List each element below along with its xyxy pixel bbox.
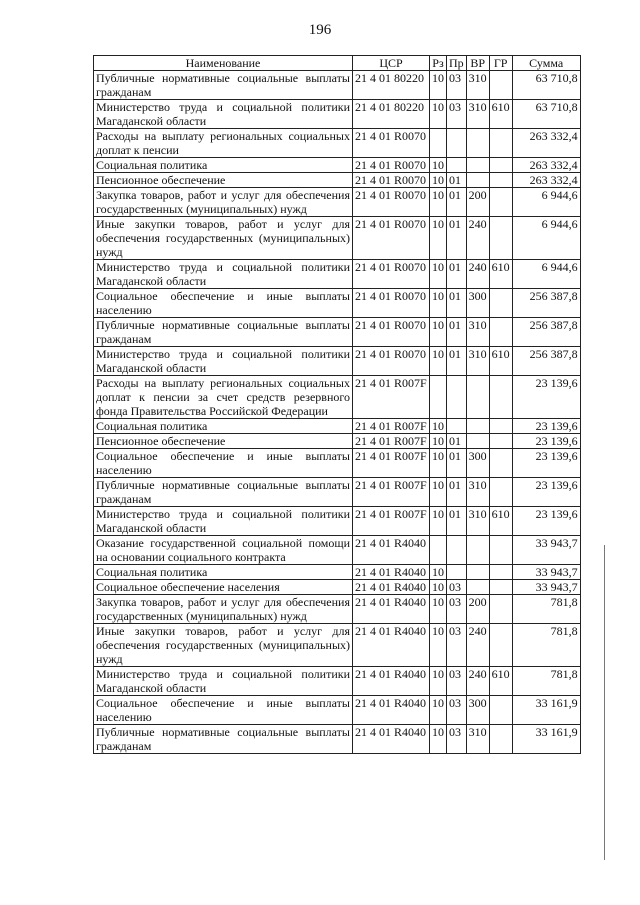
cell-vr: 200 (466, 188, 489, 217)
cell-name: Социальная политика (94, 419, 353, 434)
cell-name: Публичные нормативные социальные выплаты гражданам (94, 478, 353, 507)
table-row (94, 188, 581, 217)
cell-sum: 263 332,4 (512, 158, 580, 173)
cell-name: Расходы на выплату региональных социальных доплат к пенсии за счет средств резервного фонда Правительства Российской Федерации (94, 376, 353, 419)
table-row (94, 478, 581, 507)
cell-csr: 21 4 01 R007F (353, 376, 430, 419)
cell-name: Министерство труда и социальной политики Магаданской области (94, 667, 353, 696)
cell-sum: 23 139,6 (512, 376, 580, 419)
cell-gr (489, 696, 512, 725)
cell-vr: 310 (466, 725, 489, 754)
cell-vr: 300 (466, 696, 489, 725)
cell-csr: 21 4 01 R007F (353, 507, 430, 536)
cell-gr: 610 (489, 260, 512, 289)
cell-rz: 10 (430, 188, 447, 217)
cell-sum: 6 944,6 (512, 188, 580, 217)
cell-pr: 01 (447, 217, 467, 260)
cell-pr: 01 (447, 347, 467, 376)
cell-csr: 21 4 01 R0070 (353, 173, 430, 188)
table-row (94, 318, 581, 347)
cell-vr: 240 (466, 217, 489, 260)
cell-pr: 01 (447, 318, 467, 347)
cell-sum: 781,8 (512, 667, 580, 696)
cell-name: Публичные нормативные социальные выплаты гражданам (94, 725, 353, 754)
cell-csr: 21 4 01 R0070 (353, 217, 430, 260)
cell-gr (489, 217, 512, 260)
cell-csr: 21 4 01 R4040 (353, 595, 430, 624)
cell-gr: 610 (489, 347, 512, 376)
cell-pr: 01 (447, 173, 467, 188)
scan-edge-line (604, 545, 605, 860)
table-row (94, 536, 581, 565)
cell-vr: 310 (466, 478, 489, 507)
cell-gr (489, 536, 512, 565)
cell-csr: 21 4 01 R007F (353, 449, 430, 478)
cell-rz: 10 (430, 419, 447, 434)
cell-vr (466, 129, 489, 158)
cell-rz (430, 129, 447, 158)
cell-sum: 63 710,8 (512, 100, 580, 129)
cell-csr: 21 4 01 R4040 (353, 565, 430, 580)
cell-name: Социальное обеспечение и иные выплаты населению (94, 289, 353, 318)
table-row (94, 565, 581, 580)
cell-vr (466, 565, 489, 580)
cell-gr (489, 289, 512, 318)
cell-gr (489, 449, 512, 478)
cell-rz: 10 (430, 565, 447, 580)
cell-rz: 10 (430, 100, 447, 129)
cell-name: Закупка товаров, работ и услуг для обеспечения государственных (муниципальных) нужд (94, 595, 353, 624)
cell-gr (489, 318, 512, 347)
cell-pr: 01 (447, 289, 467, 318)
cell-gr (489, 376, 512, 419)
cell-sum: 781,8 (512, 624, 580, 667)
cell-rz: 10 (430, 725, 447, 754)
cell-rz: 10 (430, 595, 447, 624)
cell-csr: 21 4 01 R4040 (353, 624, 430, 667)
cell-gr: 610 (489, 100, 512, 129)
table-row (94, 158, 581, 173)
cell-sum: 256 387,8 (512, 318, 580, 347)
cell-vr (466, 419, 489, 434)
cell-csr: 21 4 01 R4040 (353, 536, 430, 565)
cell-gr (489, 173, 512, 188)
table-row (94, 725, 581, 754)
table-row (94, 260, 581, 289)
cell-pr (447, 158, 467, 173)
cell-pr: 01 (447, 434, 467, 449)
table-row (94, 217, 581, 260)
header-name: Наименование (94, 56, 353, 71)
budget-table (93, 55, 581, 754)
table-row (94, 129, 581, 158)
cell-name: Иные закупки товаров, работ и услуг для обеспечения государственных (муниципальных) нужд (94, 217, 353, 260)
cell-vr (466, 376, 489, 419)
cell-csr: 21 4 01 R4040 (353, 580, 430, 595)
cell-sum: 256 387,8 (512, 289, 580, 318)
cell-pr: 03 (447, 595, 467, 624)
cell-sum: 23 139,6 (512, 434, 580, 449)
cell-rz: 10 (430, 434, 447, 449)
cell-sum: 263 332,4 (512, 129, 580, 158)
cell-sum: 256 387,8 (512, 347, 580, 376)
table-row (94, 580, 581, 595)
cell-name: Публичные нормативные социальные выплаты гражданам (94, 318, 353, 347)
table-body (94, 71, 581, 754)
cell-pr: 03 (447, 100, 467, 129)
cell-pr: 03 (447, 624, 467, 667)
cell-gr (489, 188, 512, 217)
cell-csr: 21 4 01 R0070 (353, 347, 430, 376)
cell-name: Министерство труда и социальной политики Магаданской области (94, 347, 353, 376)
cell-pr: 01 (447, 260, 467, 289)
cell-sum: 33 943,7 (512, 580, 580, 595)
cell-rz: 10 (430, 667, 447, 696)
table-row (94, 173, 581, 188)
cell-rz: 10 (430, 478, 447, 507)
cell-vr: 310 (466, 347, 489, 376)
table-row (94, 71, 581, 100)
cell-rz: 10 (430, 318, 447, 347)
cell-csr: 21 4 01 R0070 (353, 158, 430, 173)
page-number: 196 (308, 22, 332, 38)
table-row (94, 289, 581, 318)
cell-rz: 10 (430, 173, 447, 188)
cell-sum: 33 943,7 (512, 565, 580, 580)
table-header-row (94, 56, 581, 71)
cell-gr (489, 478, 512, 507)
table-row (94, 624, 581, 667)
cell-vr (466, 158, 489, 173)
cell-name: Закупка товаров, работ и услуг для обеспечения государственных (муниципальных) нужд (94, 188, 353, 217)
cell-sum: 263 332,4 (512, 173, 580, 188)
cell-rz: 10 (430, 624, 447, 667)
cell-sum: 6 944,6 (512, 217, 580, 260)
cell-gr (489, 158, 512, 173)
cell-csr: 21 4 01 R4040 (353, 696, 430, 725)
cell-sum: 23 139,6 (512, 478, 580, 507)
cell-pr: 03 (447, 696, 467, 725)
cell-pr (447, 129, 467, 158)
cell-gr (489, 624, 512, 667)
cell-rz: 10 (430, 260, 447, 289)
table-row (94, 507, 581, 536)
cell-sum: 6 944,6 (512, 260, 580, 289)
cell-name: Иные закупки товаров, работ и услуг для обеспечения государственных (муниципальных) нужд (94, 624, 353, 667)
cell-sum: 63 710,8 (512, 71, 580, 100)
table-row (94, 449, 581, 478)
cell-vr: 310 (466, 318, 489, 347)
header-sum: Сумма (512, 56, 580, 71)
cell-pr (447, 536, 467, 565)
cell-vr: 200 (466, 595, 489, 624)
cell-vr: 240 (466, 260, 489, 289)
cell-name: Социальная политика (94, 565, 353, 580)
header-vr: ВР (466, 56, 489, 71)
cell-name: Публичные нормативные социальные выплаты гражданам (94, 71, 353, 100)
cell-rz: 10 (430, 158, 447, 173)
table-row (94, 376, 581, 419)
cell-gr (489, 129, 512, 158)
cell-sum: 33 943,7 (512, 536, 580, 565)
cell-csr: 21 4 01 R0070 (353, 289, 430, 318)
cell-rz: 10 (430, 217, 447, 260)
cell-vr (466, 173, 489, 188)
cell-name: Пенсионное обеспечение (94, 173, 353, 188)
cell-name: Социальное обеспечение и иные выплаты населению (94, 696, 353, 725)
table-row (94, 595, 581, 624)
cell-vr: 310 (466, 100, 489, 129)
cell-csr: 21 4 01 R007F (353, 419, 430, 434)
cell-csr: 21 4 01 R0070 (353, 188, 430, 217)
cell-name: Министерство труда и социальной политики Магаданской области (94, 100, 353, 129)
header-rz: Рз (430, 56, 447, 71)
cell-csr: 21 4 01 R0070 (353, 260, 430, 289)
cell-rz: 10 (430, 71, 447, 100)
table-row (94, 667, 581, 696)
cell-sum: 23 139,6 (512, 449, 580, 478)
cell-pr (447, 565, 467, 580)
cell-name: Социальное обеспечение и иные выплаты населению (94, 449, 353, 478)
cell-vr: 310 (466, 507, 489, 536)
cell-vr: 240 (466, 624, 489, 667)
cell-gr (489, 580, 512, 595)
cell-csr: 21 4 01 R007F (353, 434, 430, 449)
cell-rz: 10 (430, 507, 447, 536)
cell-csr: 21 4 01 80220 (353, 71, 430, 100)
cell-sum: 781,8 (512, 595, 580, 624)
cell-pr: 01 (447, 449, 467, 478)
cell-vr: 310 (466, 71, 489, 100)
cell-vr: 240 (466, 667, 489, 696)
cell-rz (430, 536, 447, 565)
cell-sum: 23 139,6 (512, 419, 580, 434)
cell-pr: 03 (447, 667, 467, 696)
cell-name: Расходы на выплату региональных социальных доплат к пенсии (94, 129, 353, 158)
cell-pr: 03 (447, 725, 467, 754)
table-row (94, 347, 581, 376)
cell-pr: 03 (447, 71, 467, 100)
cell-gr (489, 595, 512, 624)
cell-pr: 01 (447, 478, 467, 507)
cell-csr: 21 4 01 R4040 (353, 667, 430, 696)
cell-csr: 21 4 01 80220 (353, 100, 430, 129)
cell-pr: 01 (447, 188, 467, 217)
cell-rz (430, 376, 447, 419)
cell-name: Социальное обеспечение населения (94, 580, 353, 595)
cell-vr (466, 580, 489, 595)
cell-gr: 610 (489, 507, 512, 536)
cell-sum: 33 161,9 (512, 725, 580, 754)
cell-gr: 610 (489, 667, 512, 696)
cell-csr: 21 4 01 R007F (353, 478, 430, 507)
cell-vr: 300 (466, 449, 489, 478)
cell-pr (447, 376, 467, 419)
table-row (94, 434, 581, 449)
cell-vr: 300 (466, 289, 489, 318)
cell-name: Социальная политика (94, 158, 353, 173)
cell-name: Оказание государственной социальной помощи на основании социального контракта (94, 536, 353, 565)
cell-sum: 23 139,6 (512, 507, 580, 536)
table-row (94, 100, 581, 129)
cell-gr (489, 725, 512, 754)
cell-gr (489, 565, 512, 580)
cell-vr (466, 434, 489, 449)
header-gr: ГР (489, 56, 512, 71)
table-row (94, 696, 581, 725)
cell-gr (489, 419, 512, 434)
cell-csr: 21 4 01 R0070 (353, 318, 430, 347)
cell-name: Пенсионное обеспечение (94, 434, 353, 449)
cell-rz: 10 (430, 289, 447, 318)
cell-csr: 21 4 01 R0070 (353, 129, 430, 158)
cell-sum: 33 161,9 (512, 696, 580, 725)
cell-pr (447, 419, 467, 434)
cell-pr: 01 (447, 507, 467, 536)
cell-vr (466, 536, 489, 565)
cell-rz: 10 (430, 449, 447, 478)
cell-rz: 10 (430, 347, 447, 376)
header-csr: ЦСР (353, 56, 430, 71)
cell-csr: 21 4 01 R4040 (353, 725, 430, 754)
cell-name: Министерство труда и социальной политики Магаданской области (94, 507, 353, 536)
cell-rz: 10 (430, 580, 447, 595)
cell-gr (489, 71, 512, 100)
cell-name: Министерство труда и социальной политики Магаданской области (94, 260, 353, 289)
cell-gr (489, 434, 512, 449)
table-row (94, 419, 581, 434)
cell-pr: 03 (447, 580, 467, 595)
header-pr: Пр (447, 56, 467, 71)
cell-rz: 10 (430, 696, 447, 725)
